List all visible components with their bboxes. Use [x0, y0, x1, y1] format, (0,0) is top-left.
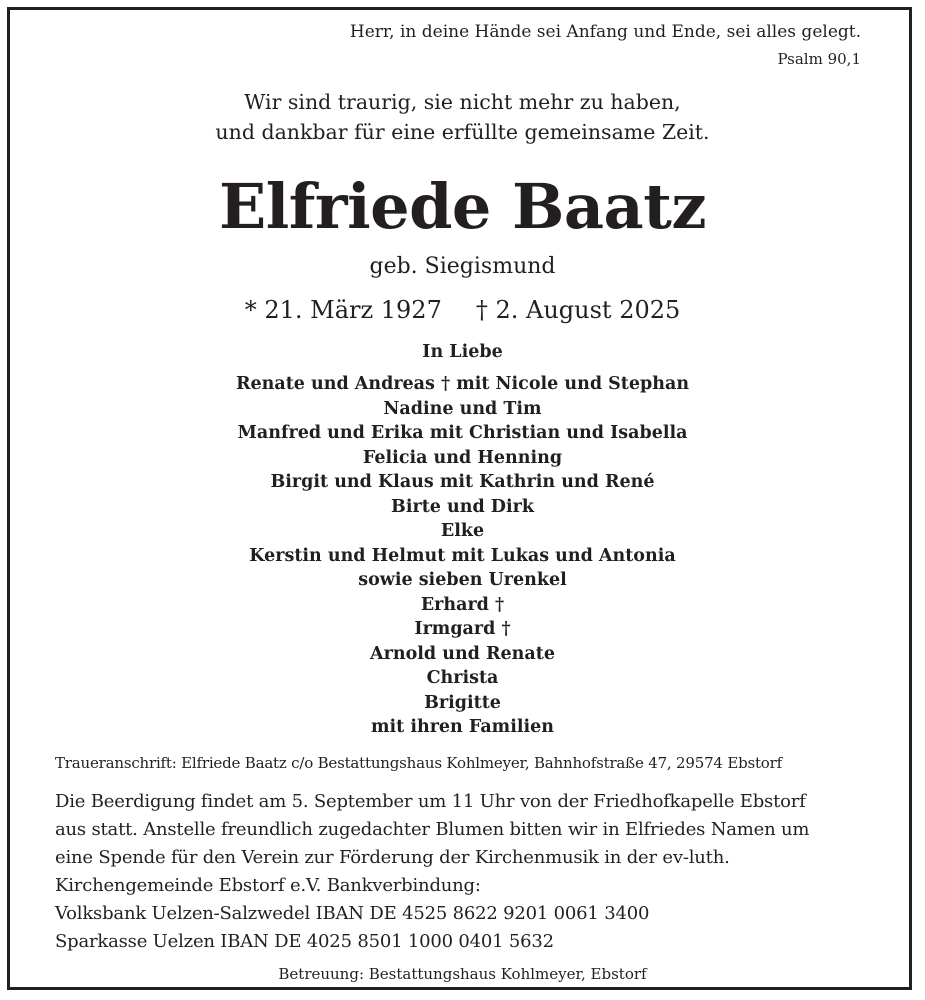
intro-line-2: und dankbar für eine erfüllte gemeinsame Zeit.	[215, 120, 710, 144]
funeral-info-line: Kirchengemeinde Ebstorf e.V. Bankverbindung:	[55, 875, 481, 896]
mourner-line: Brigitte	[424, 692, 501, 713]
mourner-line: mit ihren Familien	[370, 717, 554, 737]
intro-line-1: Wir sind traurig, sie nicht mehr zu haben,	[244, 90, 681, 114]
deceased-name: Elfriede Baatz	[218, 170, 707, 243]
life-dates	[0, 296, 925, 324]
mourner-line: Arnold und Renate	[370, 643, 555, 664]
mourner-line: Birte und Dirk	[391, 496, 534, 517]
bank-account-line: Volksbank Uelzen-Salzwedel IBAN DE 4525 8622 9201 0061 3400	[55, 903, 650, 924]
maiden-name: geb. Siegismund	[369, 254, 556, 279]
mourner-line: Manfred und Erika mit Christian und Isabella	[237, 423, 688, 443]
funeral-home-credit: Betreuung: Bestattungshaus Kohlmeyer, Ebstorf	[278, 965, 647, 983]
mourner-line: sowie sieben Urenkel	[358, 570, 567, 590]
mourner-line: Nadine und Tim	[383, 398, 542, 419]
mourner-line: Birgit und Klaus mit Kathrin und René	[270, 472, 655, 492]
mourners-list	[0, 372, 925, 740]
psalm-quote: Herr, in deine Hände sei Anfang und Ende, sei alles gelegt.	[349, 22, 861, 42]
funeral-info-line: eine Spende für den Verein zur Förderung der Kirchenmusik in der ev-luth.	[55, 847, 730, 868]
mourner-line: Christa	[426, 668, 499, 688]
mourners-title: In Liebe	[422, 342, 503, 362]
death-date: † 2. August 2025	[475, 296, 681, 324]
birth-date: * 21. März 1927	[244, 296, 442, 324]
psalm-reference: Psalm 90,1	[777, 50, 861, 68]
mourner-line: Renate und Andreas † mit Nicole und Stephan	[235, 374, 690, 394]
mourner-line: Kerstin und Helmut mit Lukas und Antonia	[249, 545, 676, 566]
mourner-line: Felicia und Henning	[362, 447, 563, 468]
mourner-line: Erhard †	[420, 594, 505, 615]
mourner-line: Irmgard †	[414, 619, 511, 639]
funeral-info	[55, 788, 809, 956]
mourning-address: Traueranschrift: Elfriede Baatz c/o Bestattungshaus Kohlmeyer, Bahnhofstraße 47, 29574 Ebstorf	[55, 754, 782, 772]
funeral-info-line: aus statt. Anstelle freundlich zugedachter Blumen bitten wir in Elfriedes Namen um	[55, 819, 810, 840]
bank-account-line: Sparkasse Uelzen IBAN DE 4025 8501 1000 0401 5632	[55, 931, 554, 952]
mourner-line: Elke	[440, 521, 485, 541]
funeral-info-line: Die Beerdigung findet am 5. September um 11 Uhr von der Friedhofkapelle Ebstorf	[55, 791, 806, 812]
